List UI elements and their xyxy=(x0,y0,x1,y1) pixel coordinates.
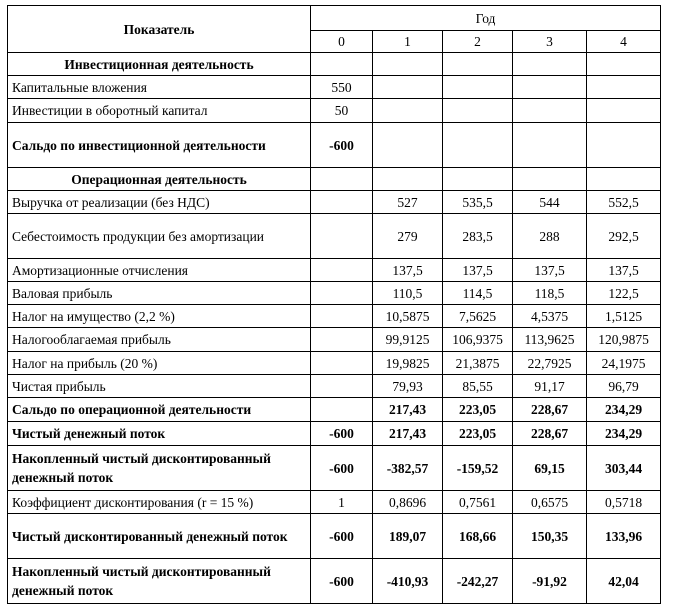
value-cell-year-2: 223,05 xyxy=(443,398,513,422)
value-cell-year-3: 137,5 xyxy=(513,259,587,282)
value-cell-year-0 xyxy=(311,259,373,282)
row-label: Накопленный чистый дисконтированный денежный поток xyxy=(8,559,311,604)
value-cell-year-0 xyxy=(311,168,373,191)
value-cell-year-1: 0,8696 xyxy=(373,491,443,514)
value-cell-year-2: 106,9375 xyxy=(443,328,513,352)
value-cell-year-2: -242,27 xyxy=(443,559,513,604)
value-cell-year-0: -600 xyxy=(311,514,373,559)
table-row xyxy=(8,398,661,422)
value-cell-year-0 xyxy=(311,328,373,352)
value-cell-year-1 xyxy=(373,76,443,99)
header-indicator: Показатель xyxy=(8,6,311,53)
value-cell-year-3: 118,5 xyxy=(513,282,587,305)
value-cell-year-3 xyxy=(513,123,587,168)
value-cell-year-2 xyxy=(443,123,513,168)
value-cell-year-0 xyxy=(311,191,373,214)
table-row xyxy=(8,328,661,352)
row-label: Себестоимость продукции без амортизации xyxy=(8,214,311,259)
value-cell-year-1: -410,93 xyxy=(373,559,443,604)
value-cell-year-4 xyxy=(587,123,661,168)
value-cell-year-4: 292,5 xyxy=(587,214,661,259)
table-row xyxy=(8,123,661,168)
value-cell-year-0 xyxy=(311,282,373,305)
value-cell-year-0 xyxy=(311,375,373,398)
row-label: Налогооблагаемая прибыль xyxy=(8,328,311,352)
value-cell-year-0 xyxy=(311,305,373,328)
row-label: Налог на прибыль (20 %) xyxy=(8,352,311,375)
table-body xyxy=(8,53,661,604)
value-cell-year-0 xyxy=(311,53,373,76)
value-cell-year-4: 234,29 xyxy=(587,422,661,446)
value-cell-year-3 xyxy=(513,53,587,76)
value-cell-year-4 xyxy=(587,76,661,99)
value-cell-year-2: 7,5625 xyxy=(443,305,513,328)
section-row xyxy=(8,53,661,76)
value-cell-year-2 xyxy=(443,53,513,76)
value-cell-year-2 xyxy=(443,168,513,191)
value-cell-year-3: 228,67 xyxy=(513,422,587,446)
value-cell-year-4: 0,5718 xyxy=(587,491,661,514)
value-cell-year-1: 19,9825 xyxy=(373,352,443,375)
value-cell-year-2: 168,66 xyxy=(443,514,513,559)
table-row xyxy=(8,282,661,305)
cash-flow-table xyxy=(7,5,661,604)
value-cell-year-3: 544 xyxy=(513,191,587,214)
table-row xyxy=(8,491,661,514)
table-row xyxy=(8,305,661,328)
value-cell-year-4 xyxy=(587,53,661,76)
row-label: Выручка от реализации (без НДС) xyxy=(8,191,311,214)
row-label: Инвестиции в оборотный капитал xyxy=(8,99,311,123)
row-label: Валовая прибыль xyxy=(8,282,311,305)
value-cell-year-0: -600 xyxy=(311,446,373,491)
value-cell-year-4: 1,5125 xyxy=(587,305,661,328)
value-cell-year-1 xyxy=(373,53,443,76)
value-cell-year-3: 91,17 xyxy=(513,375,587,398)
value-cell-year-2: 535,5 xyxy=(443,191,513,214)
row-label: Чистый дисконтированный денежный поток xyxy=(8,514,311,559)
value-cell-year-2: 283,5 xyxy=(443,214,513,259)
table-row xyxy=(8,259,661,282)
table-container xyxy=(7,5,661,604)
value-cell-year-0: 1 xyxy=(311,491,373,514)
table-row xyxy=(8,422,661,446)
value-cell-year-4 xyxy=(587,168,661,191)
value-cell-year-4: 234,29 xyxy=(587,398,661,422)
table-row xyxy=(8,514,661,559)
table-row xyxy=(8,352,661,375)
value-cell-year-0: 50 xyxy=(311,99,373,123)
value-cell-year-1: 217,43 xyxy=(373,422,443,446)
value-cell-year-4: 120,9875 xyxy=(587,328,661,352)
value-cell-year-1 xyxy=(373,123,443,168)
value-cell-year-4: 137,5 xyxy=(587,259,661,282)
row-label: Чистая прибыль xyxy=(8,375,311,398)
value-cell-year-2: 21,3875 xyxy=(443,352,513,375)
value-cell-year-3: 22,7925 xyxy=(513,352,587,375)
value-cell-year-1: 279 xyxy=(373,214,443,259)
section-label: Инвестиционная деятельность xyxy=(8,53,311,76)
table-row xyxy=(8,559,661,604)
table-row xyxy=(8,76,661,99)
table-row xyxy=(8,99,661,123)
row-label: Чистый денежный поток xyxy=(8,422,311,446)
header-year-4: 4 xyxy=(587,31,661,53)
value-cell-year-1: 10,5875 xyxy=(373,305,443,328)
row-label: Сальдо по инвестиционной деятельности xyxy=(8,123,311,168)
row-label: Капитальные вложения xyxy=(8,76,311,99)
value-cell-year-4: 552,5 xyxy=(587,191,661,214)
value-cell-year-4: 24,1975 xyxy=(587,352,661,375)
section-row xyxy=(8,168,661,191)
value-cell-year-1: -382,57 xyxy=(373,446,443,491)
value-cell-year-1: 99,9125 xyxy=(373,328,443,352)
row-label: Накопленный чистый дисконтированный денежный поток xyxy=(8,446,311,491)
row-label: Коэффициент дисконтирования (r = 15 %) xyxy=(8,491,311,514)
value-cell-year-4: 133,96 xyxy=(587,514,661,559)
row-label: Амортизационные отчисления xyxy=(8,259,311,282)
header-year-3: 3 xyxy=(513,31,587,53)
table-row xyxy=(8,214,661,259)
value-cell-year-2: 0,7561 xyxy=(443,491,513,514)
table-row xyxy=(8,375,661,398)
value-cell-year-2: 223,05 xyxy=(443,422,513,446)
value-cell-year-1: 527 xyxy=(373,191,443,214)
value-cell-year-3: 0,6575 xyxy=(513,491,587,514)
value-cell-year-4: 122,5 xyxy=(587,282,661,305)
value-cell-year-3: -91,92 xyxy=(513,559,587,604)
value-cell-year-3 xyxy=(513,168,587,191)
value-cell-year-1: 189,07 xyxy=(373,514,443,559)
value-cell-year-0: -600 xyxy=(311,123,373,168)
value-cell-year-3: 288 xyxy=(513,214,587,259)
value-cell-year-2: 114,5 xyxy=(443,282,513,305)
header-year-2: 2 xyxy=(443,31,513,53)
value-cell-year-4: 303,44 xyxy=(587,446,661,491)
value-cell-year-2 xyxy=(443,76,513,99)
header-year-0: 0 xyxy=(311,31,373,53)
value-cell-year-1: 110,5 xyxy=(373,282,443,305)
value-cell-year-0 xyxy=(311,352,373,375)
value-cell-year-0 xyxy=(311,398,373,422)
section-label: Операционная деятельность xyxy=(8,168,311,191)
header-year-1: 1 xyxy=(373,31,443,53)
value-cell-year-2: 85,55 xyxy=(443,375,513,398)
value-cell-year-0: -600 xyxy=(311,559,373,604)
value-cell-year-1 xyxy=(373,99,443,123)
value-cell-year-3: 4,5375 xyxy=(513,305,587,328)
row-label: Сальдо по операционной деятельности xyxy=(8,398,311,422)
table-row xyxy=(8,446,661,491)
table-row xyxy=(8,191,661,214)
value-cell-year-4 xyxy=(587,99,661,123)
value-cell-year-3: 69,15 xyxy=(513,446,587,491)
value-cell-year-1: 217,43 xyxy=(373,398,443,422)
value-cell-year-2: 137,5 xyxy=(443,259,513,282)
value-cell-year-2: -159,52 xyxy=(443,446,513,491)
value-cell-year-1 xyxy=(373,168,443,191)
value-cell-year-0: 550 xyxy=(311,76,373,99)
value-cell-year-0: -600 xyxy=(311,422,373,446)
value-cell-year-1: 79,93 xyxy=(373,375,443,398)
value-cell-year-0 xyxy=(311,214,373,259)
row-label: Налог на имущество (2,2 %) xyxy=(8,305,311,328)
value-cell-year-3: 228,67 xyxy=(513,398,587,422)
value-cell-year-4: 96,79 xyxy=(587,375,661,398)
value-cell-year-3: 113,9625 xyxy=(513,328,587,352)
value-cell-year-2 xyxy=(443,99,513,123)
value-cell-year-3 xyxy=(513,76,587,99)
value-cell-year-3: 150,35 xyxy=(513,514,587,559)
value-cell-year-1: 137,5 xyxy=(373,259,443,282)
header-year: Год xyxy=(311,6,661,31)
value-cell-year-4: 42,04 xyxy=(587,559,661,604)
value-cell-year-3 xyxy=(513,99,587,123)
